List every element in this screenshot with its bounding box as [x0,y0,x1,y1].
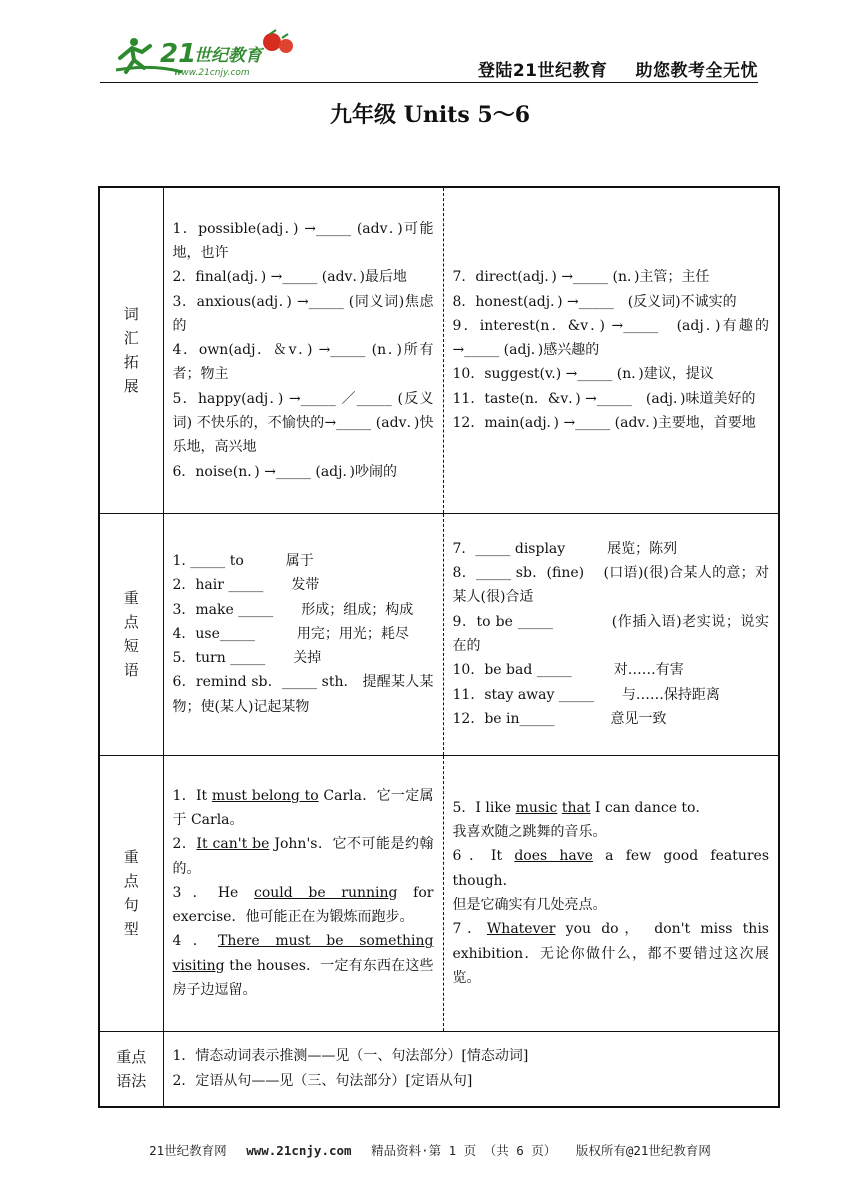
vocab-item: 10．suggest(v.) →_____ (n．)建议，提议 [452,366,714,383]
phrase-item: 2．hair _____ 发带 [172,577,320,594]
vocab-item: 1．possible(adj．) →_____ (adv．)可能地，也许 [172,220,434,261]
vocab-item: 2．final(adj．) →_____ (adv．)最后地 [172,269,407,286]
sentence-translation: 但是它确实有几处亮点。 [452,897,607,913]
vocab-item: 5．happy(adj．) →_____ ／_____ (反义词) 不快乐的，不愉快的→_____ (adv．)快乐地，高兴地 [172,390,434,456]
phrase-item: 1. _____ to 属于 [172,552,314,569]
sentence-item: 1．It must belong to Carla．它一定属于 Carla。 [172,787,434,828]
vocabulary-left [163,187,443,513]
vocab-item: 6．noise(n．) →_____ (adj．)吵闹的 [172,463,397,480]
row-phrases [99,513,779,755]
row-vocabulary [99,187,779,513]
phrase-item: 7．_____ display 展览；陈列 [452,540,678,557]
slogan-promise: 助您教考全无忧 [635,61,758,81]
site-logo [112,28,302,80]
sentences-right [443,755,779,1031]
row-label: 重点语法 [99,1031,163,1107]
phrase-item: 12．be in_____ 意见一致 [452,710,667,727]
vocab-item: 9．interest(n．&v．) →_____ (adj．)有趣的→_____ (adj．)感兴趣的 [452,317,769,359]
phrase-item: 9．to be _____ (作插入语)老实说；说实在的 [452,613,769,654]
row-sentences [99,755,779,1031]
vocab-item: 8．honest(adj．) →_____ (反义词)不诚实的 [452,293,737,310]
phrase-item: 6．remind sb．_____ sth. 提醒某人某物；使(某人)记起某物 [172,674,434,715]
sentence-item: 3．He could be running for exercise．他可能正在为锻炼而跑步。 [172,884,434,926]
row-label: 词汇拓展 [99,187,163,513]
page-footer [0,1141,860,1159]
row-label: 重点句型 [99,755,163,1031]
sentences-left [163,755,443,1031]
phrase-item: 11．stay away _____ 与……保持距离 [452,686,720,703]
svg-text:21: 21 [160,39,197,69]
svg-text:www.21cnjy.com: www.21cnjy.com [174,68,250,78]
vocab-item: 4．own(adj．＆v．) →_____ (n．)所有者；物主 [172,342,434,383]
vocab-item: 3．anxious(adj．) →_____ (同义词)焦虑的 [172,293,434,334]
svg-text:世纪教育: 世纪教育 [194,46,262,66]
phrase-item: 4．use_____ 用完；用光；耗尽 [172,625,409,642]
phrases-right [443,513,779,755]
sentence-item: 4．There must be something visiting the houses．一定有东西在这些房子边逗留。 [172,933,434,999]
header-slogan [478,56,758,81]
phrase-item: 10．be bad _____ 对……有害 [452,662,684,679]
vocab-item: 12．main(adj．) →_____ (adv．)主要地，首要地 [452,414,756,431]
header-divider [100,82,758,83]
vocabulary-right [443,187,779,513]
page-header [100,28,758,82]
sentence-item: 2．It can't be John's．它不可能是约翰的。 [172,836,434,877]
slogan-login: 登陆21世纪教育 [477,61,608,81]
grammar-content [163,1031,779,1107]
grammar-item: 2．定语从句——见（三、句法部分）[定语从句] [172,1072,473,1089]
footer-site-link[interactable]: www.21cnjy.com [246,1143,352,1158]
phrases-left [163,513,443,755]
footer-org: 21世纪教育网 [149,1143,227,1158]
sentence-translation: 我喜欢随之跳舞的音乐。 [452,824,607,841]
grammar-item: 1．情态动词表示推测——见（一、句法部分）[情态动词] [172,1048,529,1065]
footer-copyright: 版权所有@21世纪教育网 [575,1143,711,1158]
phrase-item: 8．_____ sb．(fine) (口语)(很)合某人的意；对某人(很)合适 [452,565,769,606]
vocab-item: 11．taste(n．&v．) →_____ (adj．)味道美好的 [452,390,756,407]
summary-table [98,186,780,1108]
row-grammar [99,1031,779,1107]
sentence-item: 6．It does have a few good features though． [452,848,770,889]
sentence-item: 5．I like music that I can dance to． [452,799,710,816]
phrase-item: 3．make _____ 形成；组成；构成 [172,601,414,618]
page-title: 九年级 Units 5～6 [329,102,531,128]
vocab-item: 7．direct(adj．) →_____ (n．)主管；主任 [452,269,710,286]
sentence-item: 7．Whatever you do， don't miss this exhibition．无论你做什么，都不要错过这次展览。 [452,921,769,986]
footer-page-info: 精品资料·第 1 页 （共 6 页） [371,1143,557,1158]
phrase-item: 5．turn _____ 关掉 [172,650,322,667]
row-label: 重点短语 [99,513,163,755]
